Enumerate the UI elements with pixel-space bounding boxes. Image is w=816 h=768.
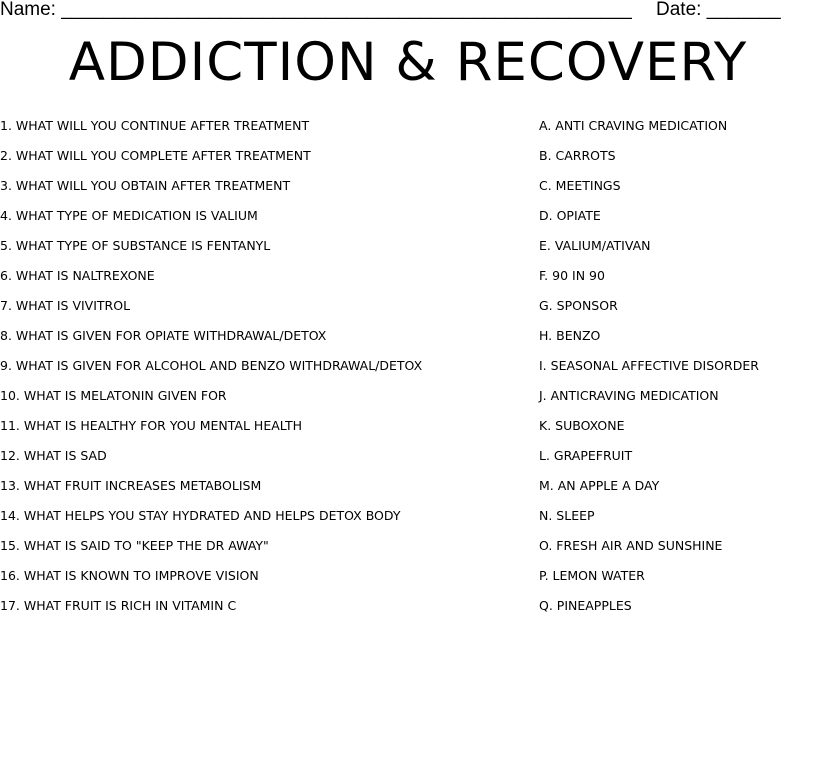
answer-list bbox=[539, 116, 816, 626]
answer-item: M. AN APPLE A DAY bbox=[539, 478, 660, 493]
answer-item: B. CARROTS bbox=[539, 148, 616, 163]
question-item: 1. WHAT WILL YOU CONTINUE AFTER TREATMENT bbox=[0, 118, 310, 133]
question-item: 13. WHAT FRUIT INCREASES METABOLISM bbox=[0, 478, 262, 493]
answer-item: A. ANTI CRAVING MEDICATION bbox=[539, 118, 728, 133]
question-item: 4. WHAT TYPE OF MEDICATION IS VALIUM bbox=[0, 208, 258, 223]
question-item: 16. WHAT IS KNOWN TO IMPROVE VISION bbox=[0, 568, 259, 583]
answer-item: I. SEASONAL AFFECTIVE DISORDER bbox=[539, 358, 759, 373]
question-item: 6. WHAT IS NALTREXONE bbox=[0, 268, 155, 283]
answer-item: C. MEETINGS bbox=[539, 178, 621, 193]
name-field[interactable]: Name: ______________________________________________________ bbox=[0, 0, 632, 20]
answer-item: E. VALIUM/ATIVAN bbox=[539, 238, 651, 253]
answer-item: F. 90 IN 90 bbox=[539, 268, 605, 283]
answer-item: J. ANTICRAVING MEDICATION bbox=[539, 388, 719, 403]
answer-item: P. LEMON WATER bbox=[539, 568, 645, 583]
answer-item: H. BENZO bbox=[539, 328, 601, 343]
question-item: 3. WHAT WILL YOU OBTAIN AFTER TREATMENT bbox=[0, 178, 291, 193]
answer-item: D. OPIATE bbox=[539, 208, 601, 223]
answer-item: O. FRESH AIR AND SUNSHINE bbox=[539, 538, 723, 553]
question-item: 12. WHAT IS SAD bbox=[0, 448, 107, 463]
answer-item: Q. PINEAPPLES bbox=[539, 598, 632, 613]
question-list bbox=[0, 116, 530, 626]
question-item: 7. WHAT IS VIVITROL bbox=[0, 298, 131, 313]
question-item: 17. WHAT FRUIT IS RICH IN VITAMIN C bbox=[0, 598, 237, 613]
date-field[interactable]: Date: _______ bbox=[656, 0, 781, 20]
question-item: 15. WHAT IS SAID TO "KEEP THE DR AWAY" bbox=[0, 538, 269, 553]
question-item: 8. WHAT IS GIVEN FOR OPIATE WITHDRAWAL/DETOX bbox=[0, 328, 327, 343]
question-item: 9. WHAT IS GIVEN FOR ALCOHOL AND BENZO WITHDRAWAL/DETOX bbox=[0, 358, 423, 373]
answer-item: L. GRAPEFRUIT bbox=[539, 448, 633, 463]
answer-item: N. SLEEP bbox=[539, 508, 595, 523]
answer-item: G. SPONSOR bbox=[539, 298, 618, 313]
question-item: 10. WHAT IS MELATONIN GIVEN FOR bbox=[0, 388, 227, 403]
question-item: 14. WHAT HELPS YOU STAY HYDRATED AND HELPS DETOX BODY bbox=[0, 508, 401, 523]
worksheet-title: ADDICTION & RECOVERY bbox=[68, 32, 748, 93]
question-item: 11. WHAT IS HEALTHY FOR YOU MENTAL HEALTH bbox=[0, 418, 303, 433]
question-item: 2. WHAT WILL YOU COMPLETE AFTER TREATMENT bbox=[0, 148, 311, 163]
worksheet-header bbox=[0, 0, 816, 24]
question-item: 5. WHAT TYPE OF SUBSTANCE IS FENTANYL bbox=[0, 238, 271, 253]
answer-item: K. SUBOXONE bbox=[539, 418, 625, 433]
